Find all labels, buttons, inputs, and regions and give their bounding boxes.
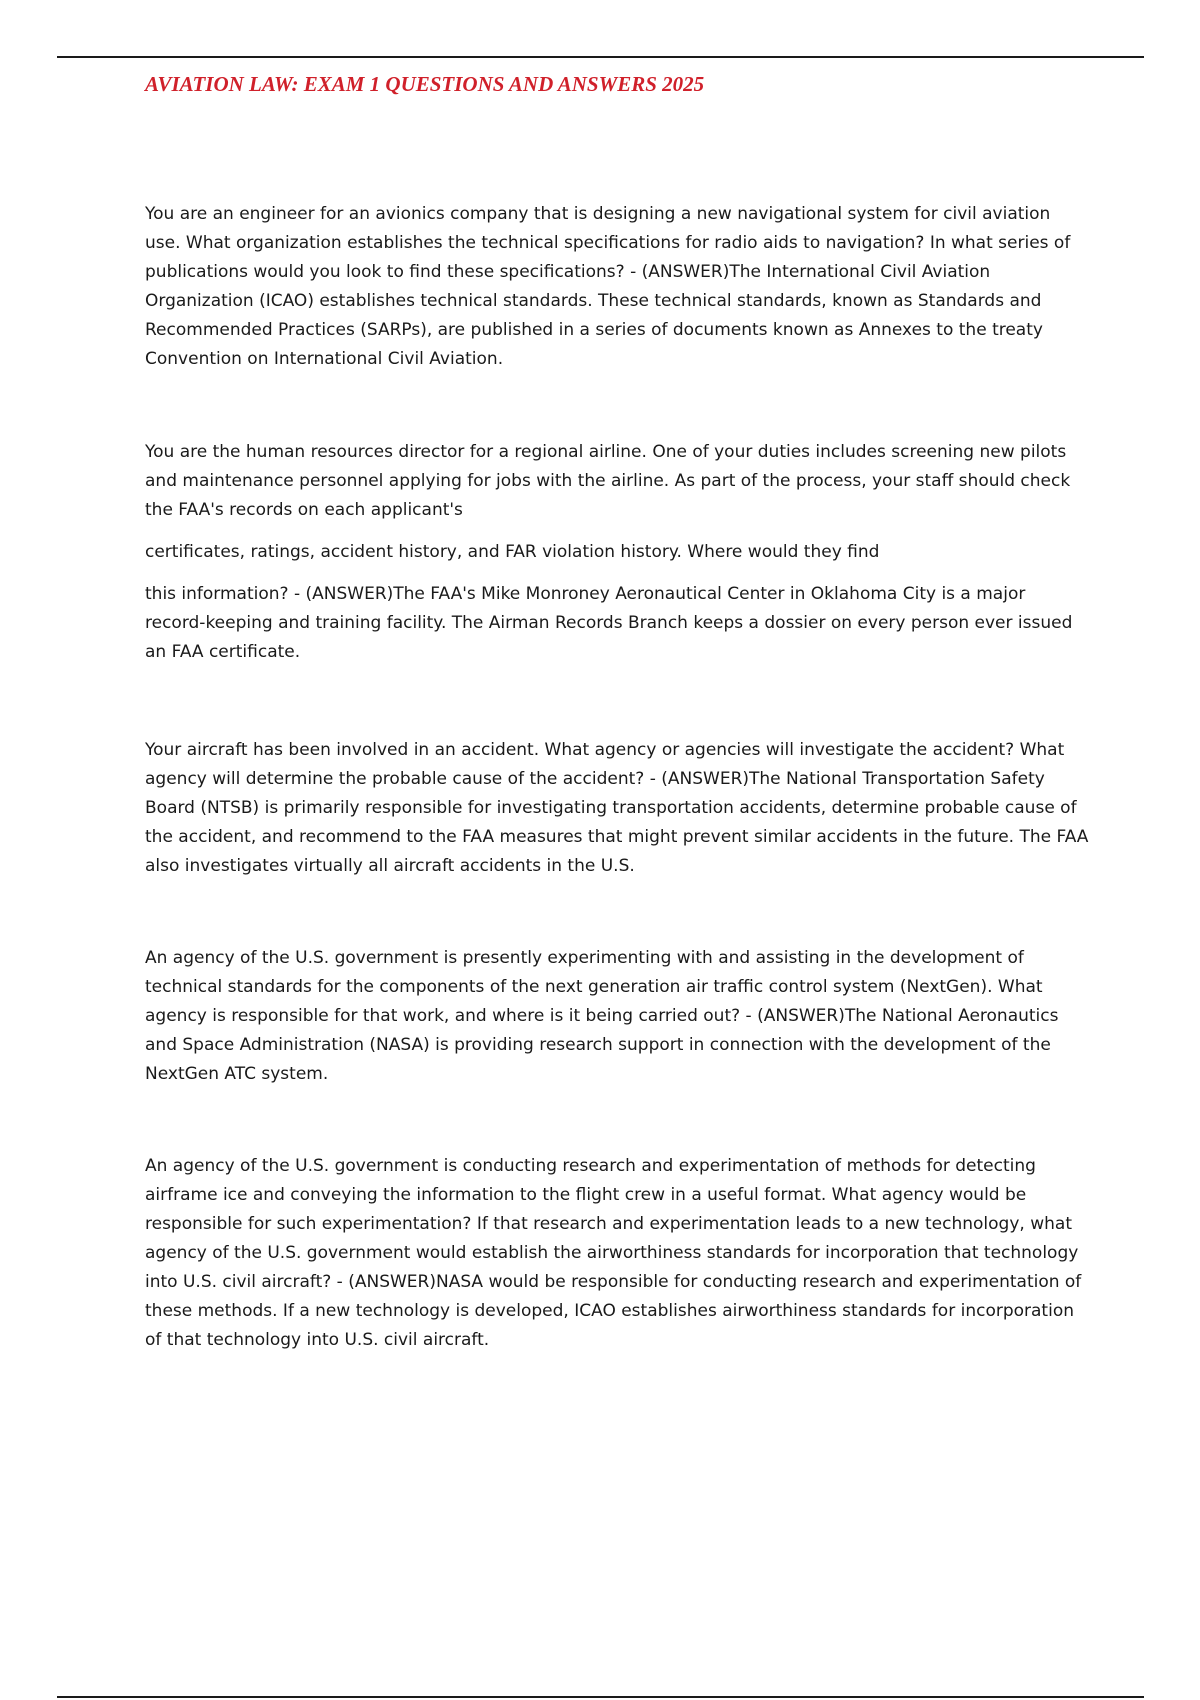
- qa-entry-4: [145, 944, 1090, 1089]
- qa-entry-2: [145, 438, 1090, 667]
- top-rule: [57, 56, 1144, 58]
- qa-text: An agency of the U.S. government is presently experimenting with and assisting in the development of technical standards for the components of the next generation air traffic control system (NextGen). What agency is responsible for that work, and where is it being carried out? - (ANSWER)The National Aeronautics and Space Administration (NASA) is providing research support in connection with the development of the NextGen ATC system.: [145, 948, 1059, 1084]
- qa-text: An agency of the U.S. government is conducting research and experimentation of methods for detecting airframe ice and conveying the information to the flight crew in a useful format. What agency would be responsible for such experimentation? If that research and experimentation leads to a new technology, what agency of the U.S. government would establish the airworthiness standards for incorporation that technology into U.S. civil aircraft? - (ANSWER)NASA would be responsible for conducting research and experimentation of these methods. If a new technology is developed, ICAO establishes airworthiness standards for incorporation of that technology into U.S. civil aircraft.: [145, 1156, 1082, 1350]
- qa-text: You are an engineer for an avionics company that is designing a new navigational system for civil aviation use. What organization establishes the technical specifications for radio aids to navigation? In what series of publications would you look to find these specifications? - (ANSWER)The International Civil Aviation Organization (ICAO) establishes technical standards. These technical standards, known as Standards and Recommended Practices (SARPs), are published in a series of documents known as Annexes to the treaty Convention on International Civil Aviation.: [145, 204, 1071, 369]
- bottom-rule: [57, 1696, 1144, 1698]
- qa-text-part-1: You are the human resources director for a regional airline. One of your duties includes screening new pilots and maintenance personnel applying for jobs with the airline. As part of the process, your staff should check the FAA's records on each applicant's: [145, 442, 1071, 520]
- qa-entry-1: [145, 200, 1090, 374]
- qa-entry-5: [145, 1152, 1090, 1355]
- qa-text-part-2: certificates, ratings, accident history, and FAR violation history. Where would they find: [145, 542, 880, 562]
- document-title: AVIATION LAW: EXAM 1 QUESTIONS AND ANSWERS 2025: [145, 72, 705, 96]
- qa-entry-3: [145, 736, 1090, 881]
- qa-text: Your aircraft has been involved in an accident. What agency or agencies will investigate the accident? What agency will determine the probable cause of the accident? - (ANSWER)The National Transportation Safety Board (NTSB) is primarily responsible for investigating transportation accidents, determine probable cause of the accident, and recommend to the FAA measures that might prevent similar accidents in the future. The FAA also investigates virtually all aircraft accidents in the U.S.: [145, 740, 1089, 876]
- qa-text-part-3: this information? - (ANSWER)The FAA's Mike Monroney Aeronautical Center in Oklahoma City is a major record-keeping and training facility. The Airman Records Branch keeps a dossier on every person ever issued an FAA certificate.: [145, 584, 1073, 662]
